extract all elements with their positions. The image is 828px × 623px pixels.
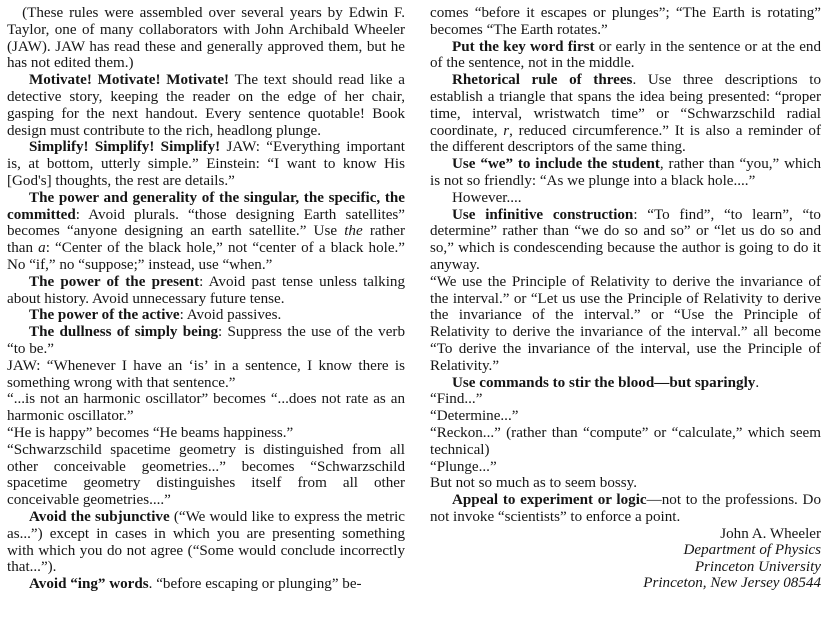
rule-heading: Use commands to stir the blood—but sparingly [452,374,756,391]
rule-heading: Rhetorical rule of threes [452,72,633,89]
example-jaw-is: JAW: “Whenever I have an ‘is’ in a sentence, I know there is something wrong with that sentence.” [7,357,405,391]
example-reckon: “Reckon...” (rather than “compute” or “calculate,” which seem technical) [430,424,821,458]
rule-singular [7,190,405,274]
signature-city [430,575,821,591]
signature-department [430,542,821,558]
example-schwarzschild: “Schwarzschild spacetime geometry is distinguished from all other conceivable geometries...” becomes “Schwarzschild spacetime geometry distinguishes itself from all other conceivable geometries....” [7,441,405,509]
rule-text: : “Center of the black hole,” not “center of a black hole.” No “if,” no “suppose;” instead, use “when.” [7,240,406,273]
signature-block [430,526,821,592]
rule-text: . “before escaping or plunging” be- [148,576,362,593]
rule-keyword [430,39,821,73]
rule-ing-continued: comes “before it escapes or plunges”; “The Earth is rotating” becomes “The Earth rotates.” [430,5,821,38]
example-oscillator: “...is not an harmonic oscillator” becomes “...does not rate as an harmonic oscillator.” [7,391,405,425]
right-column [430,5,821,591]
intro-text: (These rules were assembled over several years by Edwin F. Taylor, one of many collaborators with John Archibald Wheeler (JAW). JAW has read these and generally approved them, but he has not edited them.) [7,5,405,72]
bossy-line: But not so much as to seem bossy. [430,475,637,492]
rule-text: , rather than “you,” which is not so friendly: “As we plunge into a black hole....” [430,156,821,189]
example-determine: “Determine...” [430,408,519,425]
signature-department-text: Department of Physics [683,542,821,559]
signature-university-text: Princeton University [694,558,821,575]
italic-word: the [344,223,363,240]
rule-heading: The power of the present [29,273,200,290]
rule-being [7,324,405,358]
signature-name: John A. Wheeler [720,525,821,542]
rule-heading: Use infinitive construction [452,206,634,223]
however-line: However.... [452,189,522,206]
signature-city-text: Princeton, New Jersey 08544 [643,574,821,591]
rule-text: JAW: “Everything important is, at bottom, utterly simple.” Einstein: “I want to know His [God's] thoughts, the rest are details.” [7,139,405,189]
italic-word: r [503,122,510,139]
rule-heading: Avoid “ing” words [29,576,149,593]
rule-infinitive [430,207,821,274]
rule-heading: The power and generality of the singular, the specific, the committed [7,189,405,223]
rule-text: : Suppress the use of the verb “to be.” [7,324,405,357]
rule-text: . [755,374,760,391]
rule-heading: Put the key word first [452,38,595,55]
rule-text: rather than [7,223,406,257]
rule-heading: Motivate! Motivate! Motivate! [29,72,230,89]
rule-simplify [7,139,405,189]
rule-text: , reduced circumference.” It is also a reminder of the different descriptors of the same thing. [430,122,821,156]
rule-heading: The dullness of simply being [29,324,219,341]
rule-text: (“We would like to express the metric as...”) except in cases in which you are presenting something with which you do not agree (“Some would conclude incorrectly that...”). [7,508,405,576]
rule-heading: Appeal to experiment or logic [452,492,647,509]
rule-heading: Avoid the subjunctive [29,508,170,525]
rule-appeal [430,492,821,526]
rule-text: : Avoid plurals. “those designing Earth satellites” becomes “anyone designing an earth satellite.” Use [7,206,405,240]
rule-text: The text should read like a detective story, keeping the reader on the edge of her chair, gasping for the next handout. Every sentence quotable! Book design must contribute to the rich, headlong plunge. [7,72,406,139]
italic-word: a [38,240,46,257]
left-column [7,5,405,593]
rule-text: : Avoid past tense unless talking about history. Avoid unnecessary future tense. [7,273,405,307]
signature-university [430,559,821,575]
example-relativity: “We use the Principle of Relativity to derive the invariance of the interval.” or “Let us use the Principle of Relativity to derive the invariance of the interval.” or “Use the Principle of Relativity to derive the invariance of the interval.” all become “To derive the invariance of the interval, use the Principle of Relativity.” [430,273,821,374]
rule-present [7,274,405,308]
example-happy: “He is happy” becomes “He beams happiness.” [7,424,294,441]
example-find: “Find...” [430,391,483,408]
rule-heading: Simplify! Simplify! Simplify! [29,139,221,156]
rule-threes [430,72,821,156]
rule-text: or early in the sentence or at the end of the sentence, not in the middle. [430,38,821,72]
rule-text: . Use three descriptions to establish a triangle that spans the idea being presented: “proper time, interval, wristwatch time” or “Schwarzschild radial coordinate, [430,72,821,139]
example-plunge: “Plunge...” [430,458,497,475]
rule-ing [7,576,405,593]
rule-heading: Use “we” to include the student [452,156,660,173]
rule-subjunctive [7,509,405,576]
rule-active [7,307,405,324]
rule-we [430,156,821,190]
rule-text: : “To find”, “to learn”, “to determine” rather than “we do so and so” or “let us do so and so,” which is condescending because the author is going to do it anyway. [430,206,821,273]
rule-motivate [7,72,405,139]
intro-paragraph [7,5,405,72]
rule-commands [430,375,821,392]
rule-text: : Avoid passives. [179,307,282,324]
rule-heading: The power of the active [29,307,180,324]
rule-text: —not to the professions. Do not invoke “scientists” to enforce a point. [430,492,821,525]
